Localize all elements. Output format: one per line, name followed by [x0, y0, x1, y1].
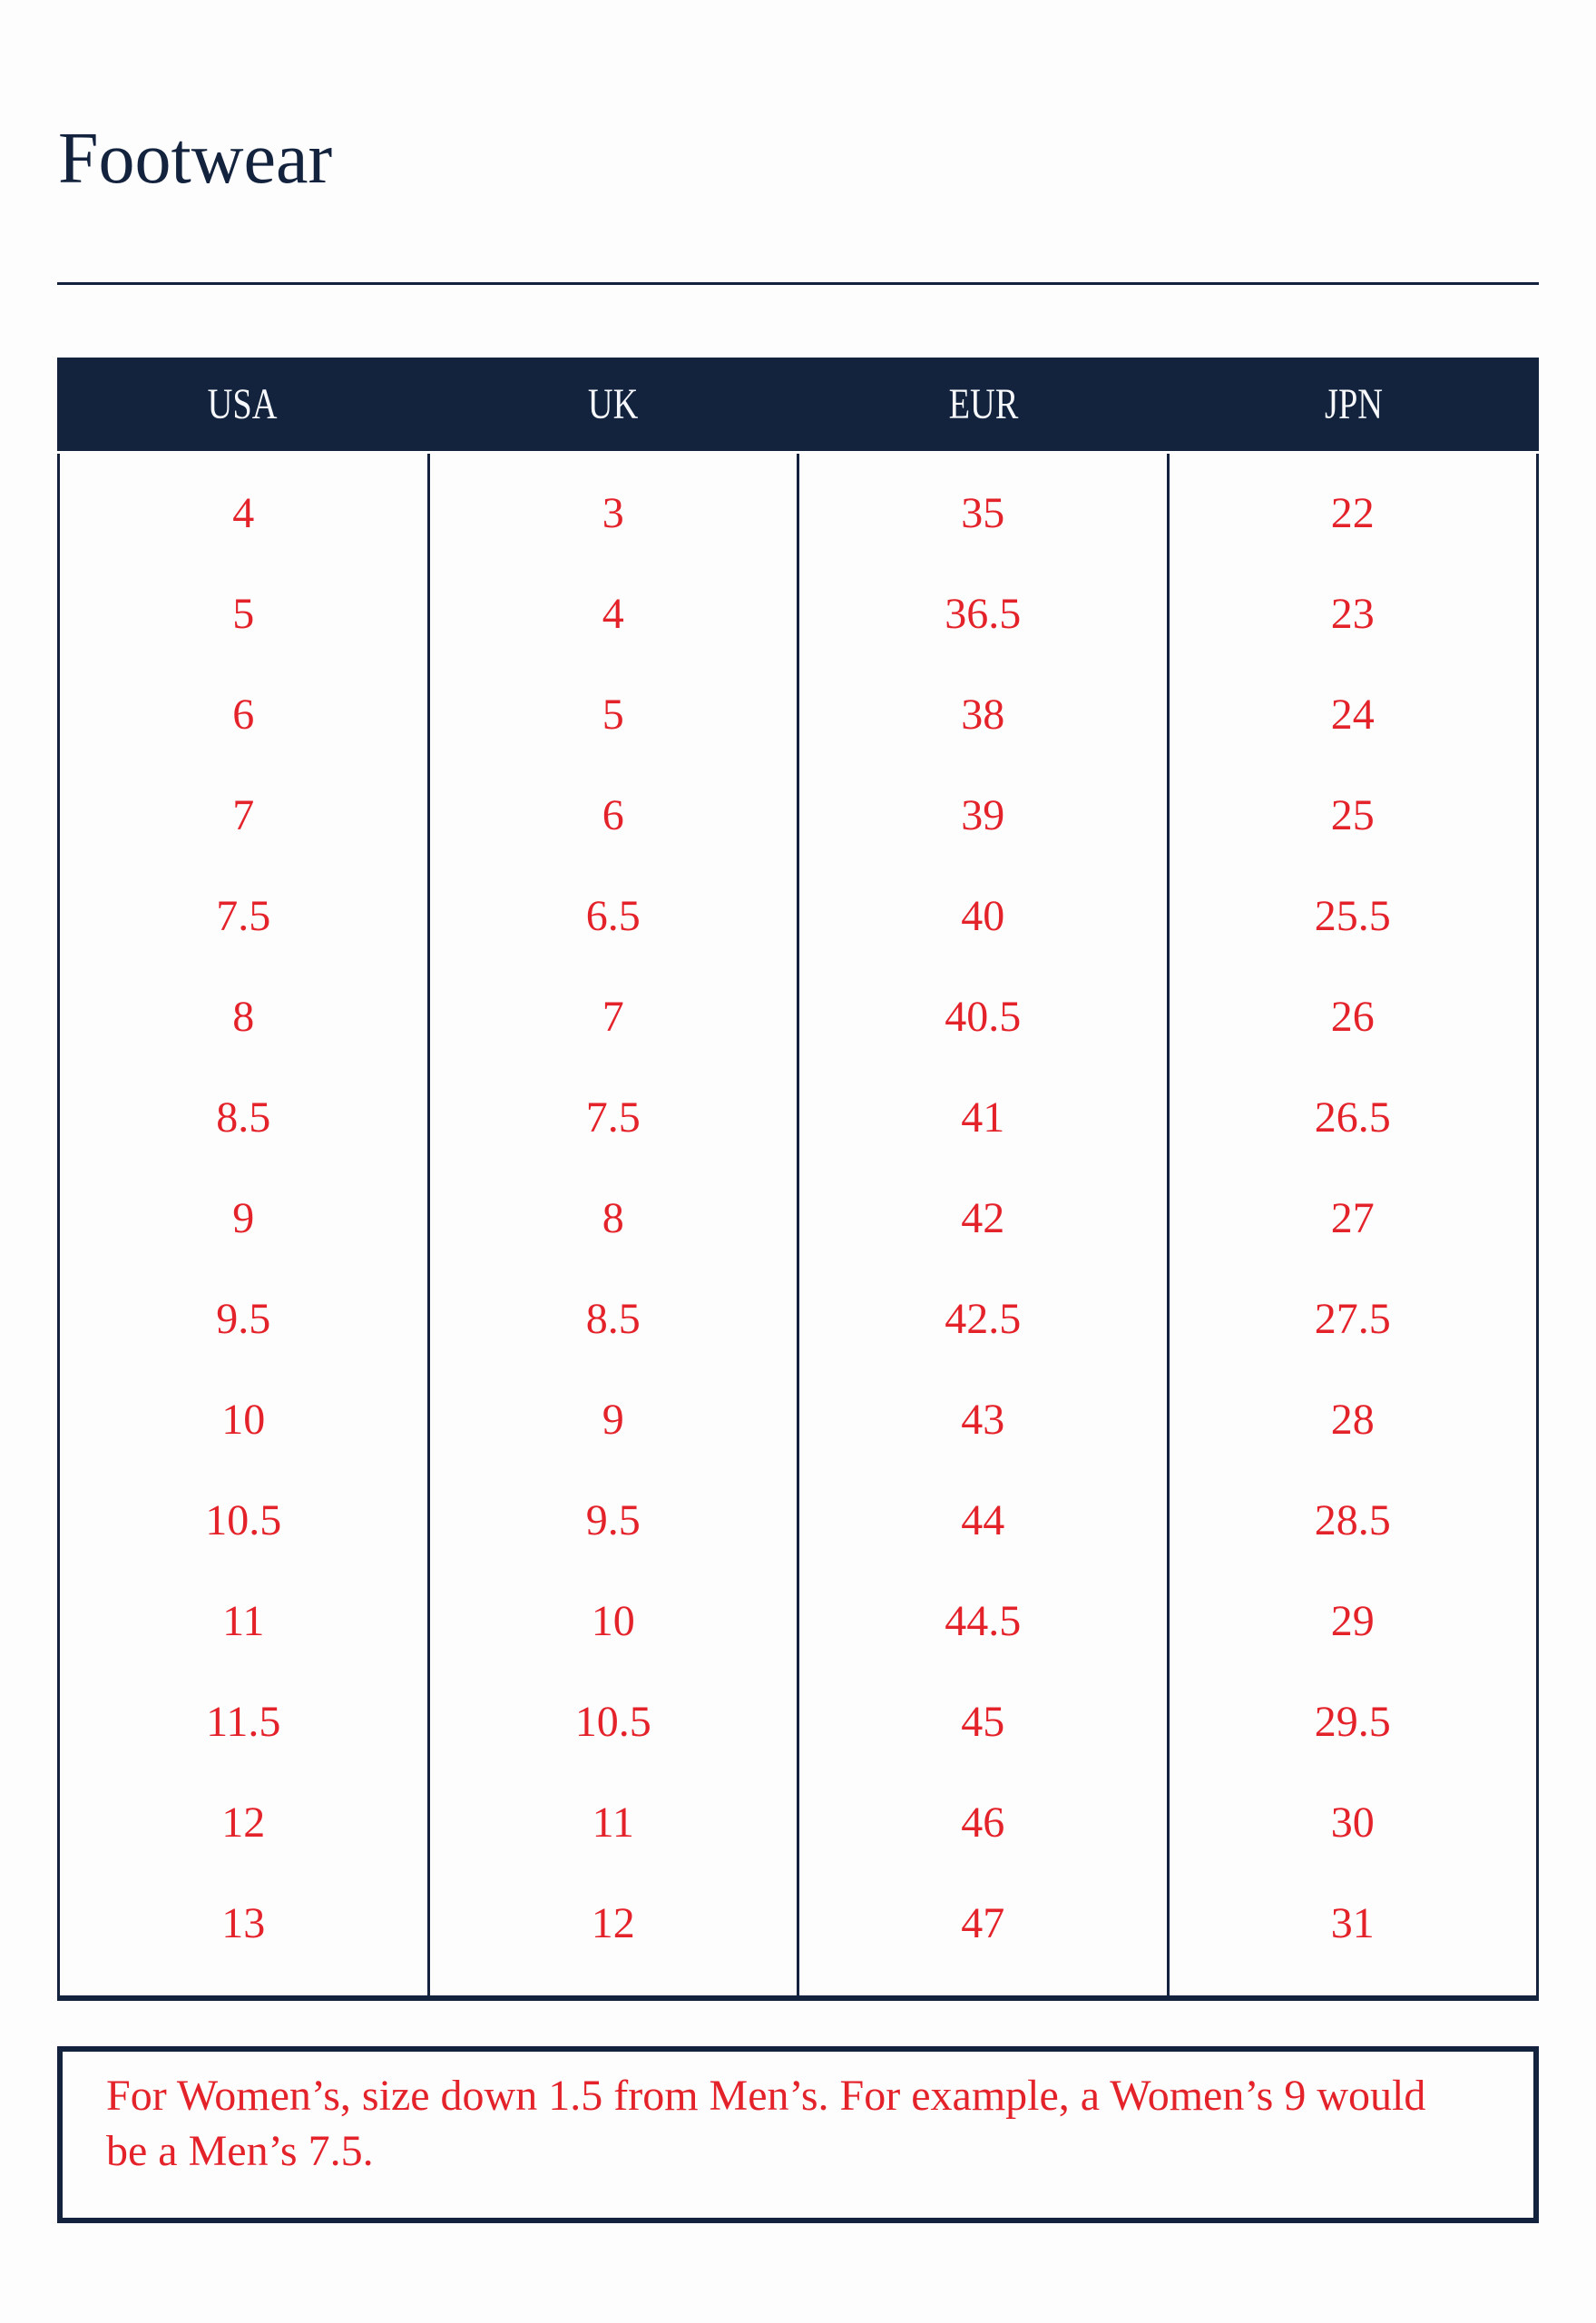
size-column-eur — [797, 454, 1167, 1995]
size-cell: 36.5 — [945, 590, 1022, 638]
size-cell: 11 — [222, 1597, 265, 1645]
size-cell: 40 — [961, 892, 1005, 940]
size-cell: 38 — [961, 691, 1005, 739]
size-cell: 12 — [591, 1899, 635, 1947]
column-header-usa — [57, 358, 427, 451]
size-cell: 40.5 — [945, 993, 1022, 1041]
size-cell: 41 — [961, 1093, 1005, 1142]
size-cell: 23 — [1330, 590, 1375, 638]
column-header-label: UK — [587, 380, 639, 428]
size-cell: 27.5 — [1314, 1295, 1391, 1343]
size-cell: 44.5 — [945, 1597, 1022, 1645]
size-cell: 46 — [961, 1799, 1005, 1847]
size-cell: 27 — [1330, 1194, 1375, 1242]
size-cell: 24 — [1330, 691, 1375, 739]
size-cell: 6.5 — [585, 892, 641, 940]
size-cell: 11 — [592, 1799, 634, 1847]
size-cell: 10.5 — [205, 1496, 282, 1544]
size-cell: 12 — [221, 1799, 266, 1847]
sizing-note-text — [63, 2052, 1533, 2179]
size-cell: 42 — [961, 1194, 1005, 1242]
size-chart — [57, 358, 1539, 2001]
size-cell: 31 — [1330, 1899, 1375, 1947]
size-cell: 45 — [961, 1698, 1005, 1746]
size-cell: 9.5 — [585, 1496, 641, 1544]
size-cell: 4 — [232, 489, 255, 537]
size-cell: 28 — [1330, 1396, 1375, 1444]
size-cell: 42.5 — [945, 1295, 1022, 1343]
page-title: Footwear — [58, 119, 333, 199]
sizing-note-line-2: be a Men’s 7.5. — [106, 2127, 374, 2175]
size-cell: 5 — [602, 691, 624, 739]
size-cell: 22 — [1330, 489, 1375, 537]
size-cell: 30 — [1330, 1799, 1375, 1847]
size-cell: 10.5 — [574, 1698, 651, 1746]
size-cell: 7 — [232, 791, 255, 839]
size-cell: 35 — [961, 489, 1005, 537]
size-cell: 10 — [221, 1396, 266, 1444]
size-chart-header-row — [57, 358, 1539, 451]
size-cell: 7.5 — [585, 1093, 641, 1142]
size-cell: 8.5 — [585, 1295, 641, 1343]
size-cell: 3 — [602, 489, 624, 537]
size-cell: 43 — [961, 1396, 1005, 1444]
size-cell: 26.5 — [1314, 1093, 1391, 1142]
size-cell: 7 — [602, 993, 624, 1041]
column-header-jpn — [1169, 358, 1539, 451]
size-cell: 8 — [602, 1194, 624, 1242]
size-cell: 26 — [1330, 993, 1375, 1041]
size-cell: 39 — [961, 791, 1005, 839]
title-divider — [57, 282, 1539, 285]
size-cell: 6 — [602, 791, 624, 839]
size-cell: 13 — [221, 1899, 266, 1947]
size-chart-body — [57, 454, 1539, 2001]
size-cell: 47 — [961, 1899, 1005, 1947]
size-cell: 8 — [232, 993, 255, 1041]
column-header-uk — [427, 358, 798, 451]
size-cell: 4 — [602, 590, 624, 638]
size-cell: 25 — [1330, 791, 1375, 839]
column-header-label: JPN — [1324, 380, 1383, 428]
size-cell: 29.5 — [1314, 1698, 1391, 1746]
size-cell: 5 — [232, 590, 255, 638]
size-cell: 10 — [591, 1597, 635, 1645]
size-cell: 8.5 — [216, 1093, 271, 1142]
size-cell: 7.5 — [216, 892, 271, 940]
size-column-usa — [60, 454, 427, 1995]
size-cell: 11.5 — [206, 1698, 281, 1746]
size-cell: 9 — [602, 1396, 624, 1444]
size-column-jpn — [1167, 454, 1537, 1995]
size-cell: 9.5 — [216, 1295, 271, 1343]
size-column-uk — [427, 454, 798, 1995]
column-header-label: USA — [207, 380, 278, 428]
size-cell: 29 — [1330, 1597, 1375, 1645]
sizing-note-box — [57, 2046, 1539, 2223]
column-header-eur — [798, 358, 1169, 451]
size-cell: 25.5 — [1314, 892, 1391, 940]
size-cell: 28.5 — [1314, 1496, 1391, 1544]
size-cell: 44 — [961, 1496, 1005, 1544]
sizing-note-line-1: For Women’s, size down 1.5 from Men’s. For example, a Women’s 9 would — [106, 2072, 1426, 2120]
column-header-label: EUR — [948, 380, 1019, 428]
size-cell: 9 — [232, 1194, 255, 1242]
size-cell: 6 — [232, 691, 255, 739]
